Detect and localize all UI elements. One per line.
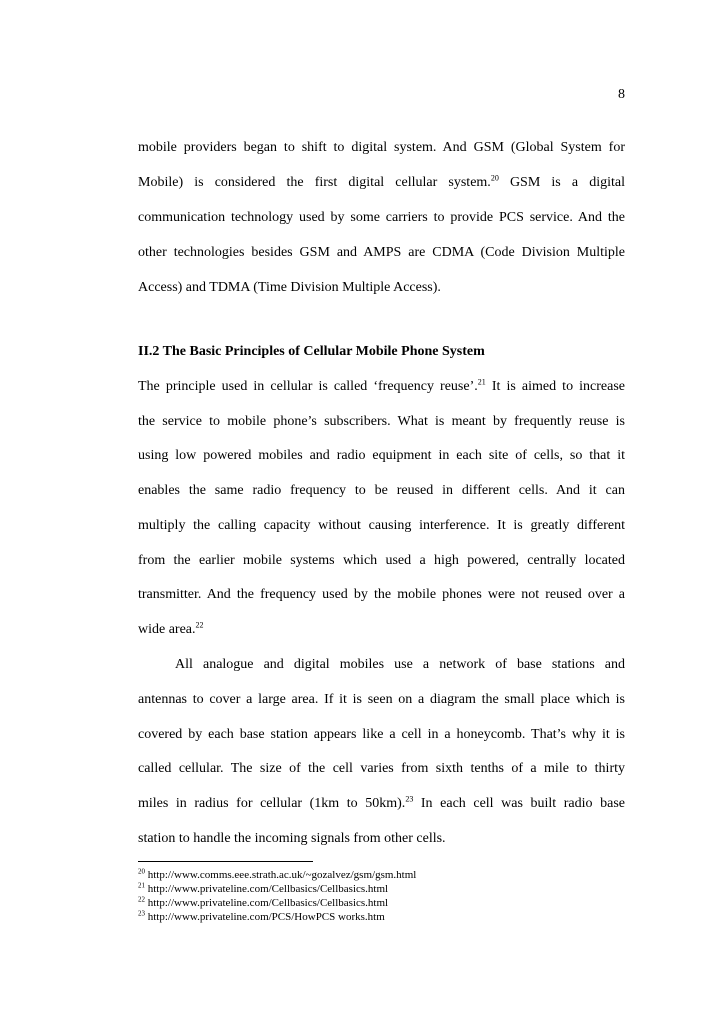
- body-text-line: mobile providers began to shift to digital system. And GSM (Global System for: [138, 140, 625, 155]
- body-text-line: [138, 622, 625, 638]
- footnote-reference: 20: [490, 173, 499, 183]
- body-text-line: enables the same radio frequency to be reused in different cells. And it can: [138, 483, 625, 498]
- footnote-number: 22: [138, 895, 145, 904]
- body-text-line: station to handle the incoming signals from other cells.: [138, 831, 446, 846]
- body-text-line: called cellular. The size of the cell varies from sixth tenths of a mile to thirty: [138, 761, 625, 776]
- footnote-reference: 21: [477, 377, 486, 387]
- body-text: Mobile) is considered the first digital cellular system.: [138, 175, 491, 190]
- page-number: 8: [618, 87, 625, 102]
- body-text-line: using low powered mobiles and radio equipment in each site of cells, so that it: [138, 448, 625, 463]
- footnote-link[interactable]: http://www.comms.eee.strath.ac.uk/~gozalvez/gsm/gsm.html: [145, 869, 417, 881]
- footnote-link[interactable]: http://www.privateline.com/Cellbasics/Cellbasics.html: [145, 897, 389, 909]
- body-text-line: [138, 796, 625, 812]
- footnote-reference: 23: [405, 794, 414, 804]
- body-text-line: communication technology used by some carriers to provide PCS service. And the: [138, 210, 625, 225]
- section-heading: II.2 The Basic Principles of Cellular Mobile Phone System: [138, 344, 485, 359]
- footnote-number: 21: [138, 881, 145, 890]
- body-text: miles in radius for cellular (1km to 50km).: [138, 796, 406, 811]
- body-text-line: All analogue and digital mobiles use a network of base stations and: [175, 657, 625, 672]
- body-text-line: covered by each base station appears like a cell in a honeycomb. That’s why it is: [138, 727, 625, 742]
- footnote: [138, 883, 388, 896]
- body-text-line: transmitter. And the frequency used by the mobile phones were not reused over a: [138, 587, 625, 602]
- footnote-number: 20: [138, 867, 145, 876]
- body-text: The principle used in cellular is called ‘frequency reuse’.: [138, 379, 478, 394]
- body-text-line: [138, 379, 625, 395]
- footnote: [138, 897, 388, 910]
- footnote-separator: [138, 861, 313, 862]
- footnote-link[interactable]: http://www.privateline.com/Cellbasics/Cellbasics.html: [145, 883, 389, 895]
- footnote-reference: 22: [195, 620, 204, 630]
- body-text-line: other technologies besides GSM and AMPS are CDMA (Code Division Multiple: [138, 245, 625, 260]
- body-text-line: multiply the calling capacity without causing interference. It is greatly different: [138, 518, 625, 533]
- body-text-line: Access) and TDMA (Time Division Multiple Access).: [138, 280, 441, 295]
- body-text: GSM is a digital: [498, 175, 626, 190]
- body-text: It is aimed to increase: [485, 379, 625, 394]
- body-text: In each cell was built radio base: [413, 796, 625, 811]
- body-text-line: from the earlier mobile systems which used a high powered, centrally located: [138, 553, 625, 568]
- body-text-line: [138, 175, 625, 191]
- footnote: [138, 911, 385, 924]
- body-text-line: antennas to cover a large area. If it is seen on a diagram the small place which is: [138, 692, 625, 707]
- footnote-link[interactable]: http://www.privateline.com/PCS/HowPCS works.htm: [145, 911, 385, 923]
- footnote-number: 23: [138, 909, 145, 918]
- body-text-line: the service to mobile phone’s subscribers. What is meant by frequently reuse is: [138, 414, 625, 429]
- footnote: [138, 869, 416, 882]
- body-text: wide area.: [138, 622, 196, 637]
